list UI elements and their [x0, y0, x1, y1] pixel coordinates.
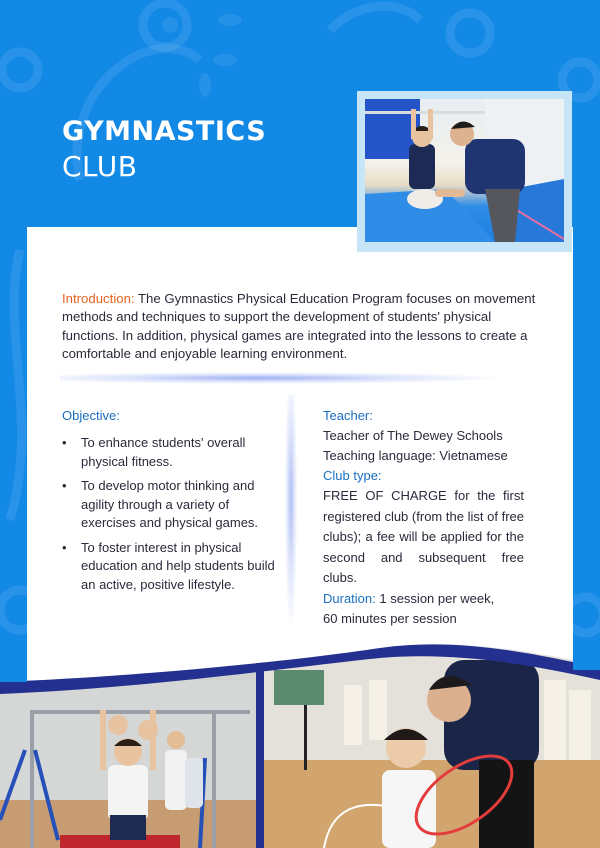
- hero-photo-illustration: [365, 99, 564, 242]
- duration-line: [323, 589, 524, 609]
- details-section: [323, 406, 524, 629]
- objective-item: • To foster interest in physical education and help students build an active, positive lifestyle.: [62, 539, 282, 595]
- hero-photo-frame: [357, 91, 572, 252]
- teacher-heading: Teacher:: [323, 408, 373, 423]
- page-title: [62, 116, 266, 184]
- vertical-divider-glow: [285, 395, 297, 625]
- duration-value-2: 60 minutes per session: [323, 610, 457, 626]
- objective-heading: Objective:: [62, 408, 120, 423]
- club-type-heading: Club type:: [323, 468, 382, 483]
- introduction-paragraph: [62, 290, 542, 364]
- bottom-photo-strip: [0, 640, 600, 848]
- objective-item: • To develop motor thinking and agility through a variety of exercises and physical games.: [62, 477, 282, 533]
- objective-section: [62, 406, 282, 600]
- horizontal-divider-glow: [60, 372, 500, 384]
- introduction-text: The Gymnastics Physical Education Program focuses on movement methods and techniques to support the development of students' physical functions. In addition, physical games are integrated into the lessons to create a comfortable and enjoyable learning environment.: [62, 291, 536, 362]
- duration-label: Duration:: [323, 590, 376, 606]
- club-type-value: FREE OF CHARGE for the first registered club (from the list of free clubs); a fee will be applied for the second and subsequent free clubs.: [323, 488, 524, 585]
- title-line-2: CLUB: [62, 150, 138, 183]
- objective-list: [62, 434, 282, 594]
- hero-photo: [365, 99, 564, 242]
- wave-band: [0, 640, 600, 710]
- title-line-1: GYMNASTICS: [62, 116, 267, 147]
- duration-value: 1 session per week,: [375, 590, 495, 606]
- teacher-value: Teacher of The Dewey Schools: [323, 428, 503, 443]
- introduction-label: Introduction:: [62, 291, 135, 306]
- teaching-language: Teaching language: Vietnamese: [323, 448, 508, 463]
- objective-item: • To enhance students' overall physical fitness.: [62, 434, 282, 471]
